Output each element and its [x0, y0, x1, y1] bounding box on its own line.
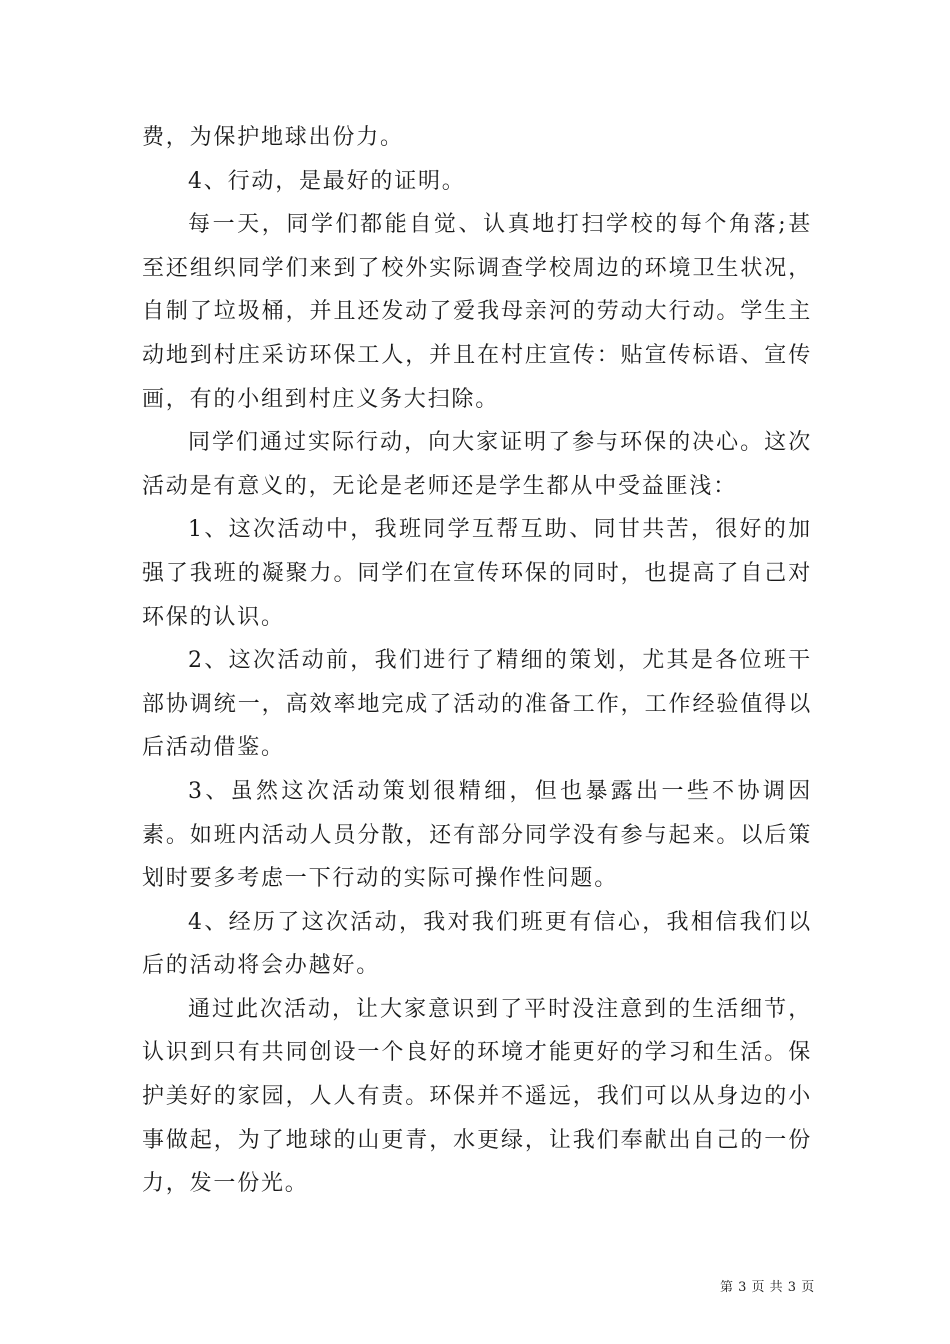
paragraph-benefit-1: 1、这次活动中，我班同学互帮互助、同甘共苦，很好的加强了我班的凝聚力。同学们在宣传环保的同时，也提高了自己对环保的认识。 [142, 517, 812, 630]
paragraph-benefit-3: 3、虽然这次活动策划很精细，但也暴露出一些不协调因素。如班内活动人员分散，还有部分同学没有参与起来。以后策划时要多考虑一下行动的实际可操作性问题。 [142, 778, 812, 892]
document-body [142, 116, 812, 1206]
paragraph-determination: 同学们通过实际行动，向大家证明了参与环保的决心。这次活动是有意义的，无论是老师还是学生都从中受益匪浅： [142, 430, 812, 499]
paragraph-benefit-4: 4、经历了这次活动，我对我们班更有信心，我相信我们以后的活动将会办越好。 [142, 909, 812, 979]
paragraph-point-4-heading: 4、行动，是最好的证明。 [188, 168, 466, 194]
page-number-footer: 第 3 页 共 3 页 [720, 1280, 815, 1295]
paragraph-benefit-2: 2、这次活动前，我们进行了精细的策划，尤其是各位班干部协调统一，高效率地完成了活动的准备工作，工作经验值得以后活动借鉴。 [142, 648, 812, 761]
paragraph-conclusion: 通过此次活动，让大家意识到了平时没注意到的生活细节，认识到只有共同创设一个良好的环境才能更好的学习和生活。保护美好的家园，人人有责。环保并不遥远，我们可以从身边的小事做起，为了地球的山更青，水更绿，让我们奉献出自己的一份力，发一份光。 [142, 996, 812, 1197]
paragraph-daily-actions: 每一天，同学们都能自觉、认真地打扫学校的每个角落;甚至还组织同学们来到了校外实际调查学校周边的环境卫生状况，自制了垃圾桶，并且还发动了爱我母亲河的劳动大行动。学生主动地到村庄采访环保工人，并且在村庄宣传：贴宣传标语、宣传画，有的小组到村庄义务大扫除。 [142, 212, 812, 412]
paragraph-continuation: 费，为保护地球出份力。 [142, 125, 404, 150]
